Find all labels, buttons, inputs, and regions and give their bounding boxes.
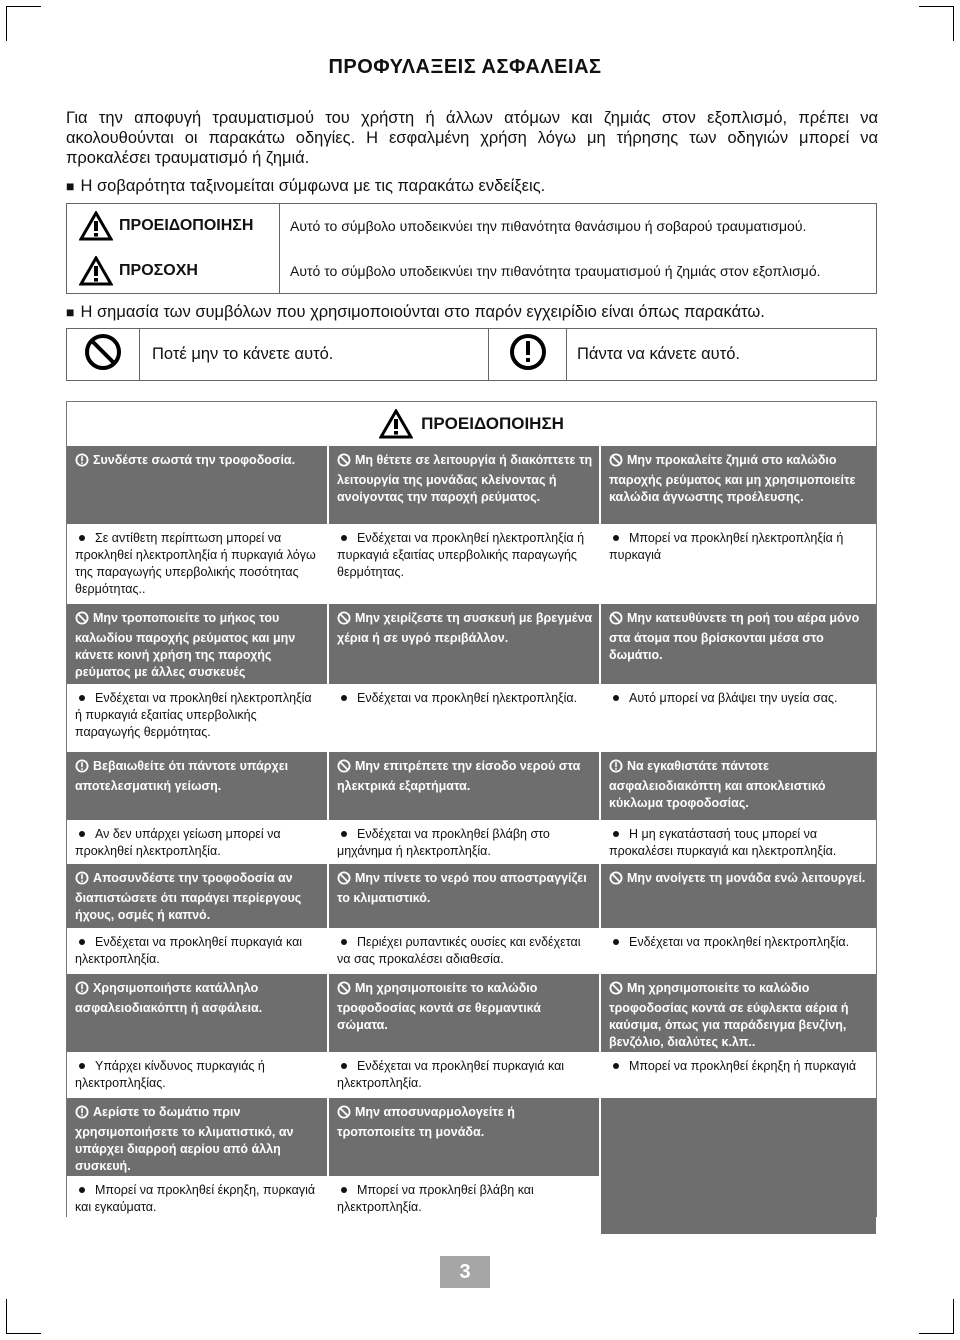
bullet-icon (341, 939, 347, 945)
consequence-text: Ενδέχεται να προκληθεί πυρκαγιά και ηλεκτροπληξία. (75, 935, 303, 966)
consequence-cell (67, 684, 329, 752)
consequence-text: Μπορεί να προκληθεί ηλεκτροπληξία ή πυρκαγιά (609, 531, 844, 562)
consequence-text: Ενδέχεται να προκληθεί ηλεκτροπληξία ή πυρκαγιά εξαιτίας υπερβολικής παραγωγής θερμότητας. (337, 531, 585, 579)
instruction-cell (601, 446, 876, 524)
crop-mark-top-left (6, 6, 41, 41)
warning-grid (67, 446, 876, 1234)
prohibit-icon (609, 453, 623, 472)
consequence-text: Σε αντίθετη περίπτωση μπορεί να προκληθεί ηλεκτροπληξία ή πυρκαγιά λόγω της παραγωγής υπερβολικής ποσότητας θερμότητας.. (75, 531, 316, 596)
symbols-note-text: Η σημασία των συμβόλων που χρησιμοποιούνται στο παρόν εγχειρίδιο είναι όπως παρακάτω. (80, 303, 765, 321)
exclamation-icon (75, 759, 89, 778)
crop-mark-top-right (919, 6, 954, 41)
empty-cell (601, 1098, 876, 1176)
instruction-cell (67, 1098, 329, 1176)
instruction-text: Μη χρησιμοποιείτε το καλώδιο τροφοδοσίας κοντά σε θερμαντικά σώματα. (337, 981, 541, 1032)
instruction-text: Αποσυνδέστε την τροφοδοσία αν διαπιστώσετε ότι παράγει περίεργους ήχους, οσμές ή καπνό. (75, 871, 302, 922)
consequence-cell (601, 524, 876, 604)
bullet-icon (341, 831, 347, 837)
instruction-cell (329, 864, 601, 928)
never-symbol-cell (67, 329, 140, 381)
consequence-text: Αν δεν υπάρχει γείωση μπορεί να προκληθεί ηλεκτροπληξία. (75, 827, 281, 858)
consequence-cell (329, 820, 601, 864)
consequence-cell (329, 1176, 601, 1234)
bullet-icon (341, 1063, 347, 1069)
always-symbol-text: Πάντα να κάνετε αυτό. (577, 345, 740, 363)
symbols-note (66, 303, 765, 322)
consequence-cell (67, 820, 329, 864)
consequence-text: Υπάρχει κίνδυνος πυρκαγιάς ή ηλεκτροπληξίας. (75, 1059, 265, 1090)
consequence-text: Ενδέχεται να προκληθεί ηλεκτροπληξία. (629, 935, 850, 949)
bullet-icon (79, 1187, 85, 1193)
prohibit-icon (609, 871, 623, 890)
instruction-cell (329, 1098, 601, 1176)
prohibit-icon (337, 453, 351, 472)
consequence-text: Ενδέχεται να προκληθεί ηλεκτροπληξία. (357, 691, 578, 705)
exclamation-icon (609, 759, 623, 778)
instruction-cell (67, 864, 329, 928)
empty-cell (601, 1176, 876, 1234)
instruction-text: Αερίστε το δωμάτιο πριν χρησιμοποιήσετε το κλιματιστικό, αν υπάρχει διαρροή αερίου από άλλη συσκευή. (75, 1105, 294, 1173)
instruction-cell (601, 604, 876, 684)
consequence-text: Η μη εγκατάστασή τους μπορεί να προκαλέσει πυρκαγιά και ηλεκτροπληξία. (609, 827, 837, 858)
page-title: ΠΡΟΦΥΛΑΞΕΙΣ ΑΣΦΑΛΕΙΑΣ (328, 56, 602, 78)
instruction-cell (329, 974, 601, 1052)
warning-triangle-icon (379, 409, 413, 439)
instruction-cell (67, 446, 329, 524)
instruction-cell (601, 864, 876, 928)
bullet-icon (613, 831, 619, 837)
prohibit-icon (337, 759, 351, 778)
intro-paragraph: Για την αποφυγή τραυματισμού του χρήστη ή άλλων ατόμων και ζημιάς στον εξοπλισμό, πρέπει να ακολουθούνται οι παρακάτω οδηγίες. Η εσφαλμένη χρήση λόγω μη τήρησης των οδηγιών μπορεί να προκαλέσει τραυματισμό ή ζημιά. (66, 109, 878, 167)
never-symbol-text: Ποτέ μην το κάνετε αυτό. (140, 329, 489, 381)
instruction-text: Χρησιμοποιήστε κατάλληλο ασφαλειοδιακόπτη ή ασφάλεια. (75, 981, 263, 1015)
consequence-text: Μπορεί να προκληθεί βλάβη και ηλεκτροπληξία. (337, 1183, 534, 1214)
warning-table (66, 401, 877, 1217)
prohibit-icon (609, 981, 623, 1000)
consequence-cell (67, 1176, 329, 1234)
instruction-cell (67, 752, 329, 820)
consequence-cell (329, 1052, 601, 1098)
instruction-cell (601, 752, 876, 820)
instruction-cell (329, 446, 601, 524)
bullet-icon (79, 535, 85, 541)
consequence-cell (601, 820, 876, 864)
consequence-cell (329, 684, 601, 752)
bullet-icon (613, 1063, 619, 1069)
instruction-cell (329, 604, 601, 684)
instruction-text: Μην χειρίζεστε τη συσκευή με βρεγμένα χέρια ή σε υγρό περιβάλλον. (337, 611, 593, 645)
bullet-icon (613, 939, 619, 945)
bullet-icon (79, 831, 85, 837)
bullet-icon (341, 1187, 347, 1193)
warning-heading-text: ΠΡΟΕΙΔΟΠΟΙΗΣΗ (421, 414, 564, 433)
consequence-text: Περιέχει ρυπαντικές ουσίες και ενδέχεται να σας προκαλέσει αδιαθεσία. (337, 935, 581, 966)
consequence-cell (601, 928, 876, 974)
warning-heading (67, 402, 876, 446)
always-symbol-cell (489, 329, 567, 381)
prohibit-icon (337, 871, 351, 890)
page-number: 3 (440, 1256, 490, 1288)
consequence-cell (601, 684, 876, 752)
severity-note (66, 177, 545, 196)
legend-desc-caution: Αυτό το σύμβολο υποδεικνύει την πιθανότητα τραυματισμού ή ζημιάς στον εξοπλισμό. (280, 249, 877, 294)
prohibit-icon (75, 611, 89, 630)
exclamation-icon (75, 1105, 89, 1124)
square-bullet-icon: ■ (66, 178, 75, 194)
bullet-icon (79, 695, 85, 701)
consequence-cell (67, 524, 329, 604)
prohibit-icon (609, 611, 623, 630)
consequence-text: Μπορεί να προκληθεί έκρηξη ή πυρκαγιά (629, 1059, 857, 1073)
bullet-icon (341, 695, 347, 701)
instruction-text: Συνδέστε σωστά την τροφοδοσία. (93, 453, 296, 467)
instruction-cell (67, 974, 329, 1052)
consequence-cell (601, 1052, 876, 1098)
instruction-text: Μην ανοίγετε τη μονάδα ενώ λειτουργεί. (627, 871, 866, 885)
bullet-icon (613, 695, 619, 701)
consequence-text: Μπορεί να προκληθεί έκρηξη, πυρκαγιά και εγκαύματα. (75, 1183, 316, 1214)
legend-desc-warning: Αυτό το σύμβολο υποδεικνύει την πιθανότητα θανάσιμου ή σοβαρού τραυματισμού. (280, 204, 877, 249)
prohibit-icon (337, 981, 351, 1000)
instruction-cell (601, 974, 876, 1052)
bullet-icon (341, 535, 347, 541)
exclamation-icon (75, 453, 89, 472)
bullet-icon (79, 939, 85, 945)
prohibit-icon (83, 332, 123, 372)
crop-mark-bottom-left (6, 1299, 41, 1334)
square-bullet-icon: ■ (66, 304, 75, 320)
instruction-text: Μην πίνετε το νερό που αποστραγγίζει το κλιματιστικό. (337, 871, 587, 905)
symbols-table (66, 328, 877, 381)
prohibit-icon (337, 1105, 351, 1124)
prohibit-icon (337, 611, 351, 630)
instruction-cell (329, 752, 601, 820)
warning-triangle-icon (79, 211, 113, 241)
crop-mark-bottom-right (919, 1299, 954, 1334)
exclamation-icon (508, 332, 548, 372)
exclamation-icon (75, 981, 89, 1000)
instruction-text: Μην κατευθύνετε τη ροή του αέρα μόνο στα άτομα που βρίσκονται μέσα στο δωμάτιο. (609, 611, 860, 662)
bullet-icon (79, 1063, 85, 1069)
consequence-text: Ενδέχεται να προκληθεί πυρκαγιά και ηλεκτροπληξία. (337, 1059, 565, 1090)
instruction-text: Βεβαιωθείτε ότι πάντοτε υπάρχει αποτελεσματική γείωση. (75, 759, 289, 793)
instruction-text: Μην τροποποιείτε το μήκος του καλωδίου παροχής ρεύματος και μην κάνετε κοινή χρήση της παροχής ρεύματος με άλλες συσκευές (75, 611, 296, 679)
instruction-text: Μην αποσυναρμολογείτε ή τροποποιείτε τη μονάδα. (337, 1105, 515, 1139)
consequence-text: Ενδέχεται να προκληθεί ηλεκτροπληξία ή πυρκαγιά εξαιτίας υπερβολικής παραγωγής θερμότητας. (75, 691, 312, 739)
consequence-text: Αυτό μπορεί να βλάψει την υγεία σας. (629, 691, 838, 705)
instruction-text: Μην προκαλείτε ζημιά στο καλώδιο παροχής ρεύματος και μη χρησιμοποιείτε καλώδια άγνωστης προέλευσης. (609, 453, 856, 504)
consequence-text: Ενδέχεται να προκληθεί βλάβη στο μηχάνημα ή ηλεκτροπληξία. (337, 827, 550, 858)
warning-triangle-icon (79, 256, 113, 286)
consequence-cell (329, 524, 601, 604)
bullet-icon (613, 535, 619, 541)
consequence-cell (67, 928, 329, 974)
exclamation-icon (75, 871, 89, 890)
consequence-cell (329, 928, 601, 974)
severity-legend (66, 203, 877, 294)
instruction-text: Μην επιτρέπετε την είσοδο νερού στα ηλεκτρικά εξαρτήματα. (337, 759, 581, 793)
instruction-text: Μη θέτετε σε λειτουργία ή διακόπτετε τη λειτουργία της μονάδας κλείνοντας ή ανοίγοντας την παροχή ρεύματος. (337, 453, 593, 504)
legend-label-caution (67, 249, 280, 294)
legend-warning-text: ΠΡΟΕΙΔΟΠΟΙΗΣΗ (119, 217, 254, 235)
instruction-cell (67, 604, 329, 684)
instruction-text: Να εγκαθιστάτε πάντοτε ασφαλειοδιακόπτη και αποκλειστικό κύκλωμα τροφοδοσίας. (609, 759, 826, 810)
severity-note-text: Η σοβαρότητα ταξινομείται σύμφωνα με τις παρακάτω ενδείξεις. (80, 177, 546, 195)
legend-label-warning (67, 204, 280, 249)
consequence-cell (67, 1052, 329, 1098)
instruction-text: Μη χρησιμοποιείτε το καλώδιο τροφοδοσίας κοντά σε εύφλεκτα αέρια ή καύσιμα, όπως για παράδειγμα βενζίνη, βενζόλιο, διαλύτες κ.λπ.. (609, 981, 849, 1049)
legend-caution-text: ΠΡΟΣΟΧΗ (119, 261, 198, 279)
